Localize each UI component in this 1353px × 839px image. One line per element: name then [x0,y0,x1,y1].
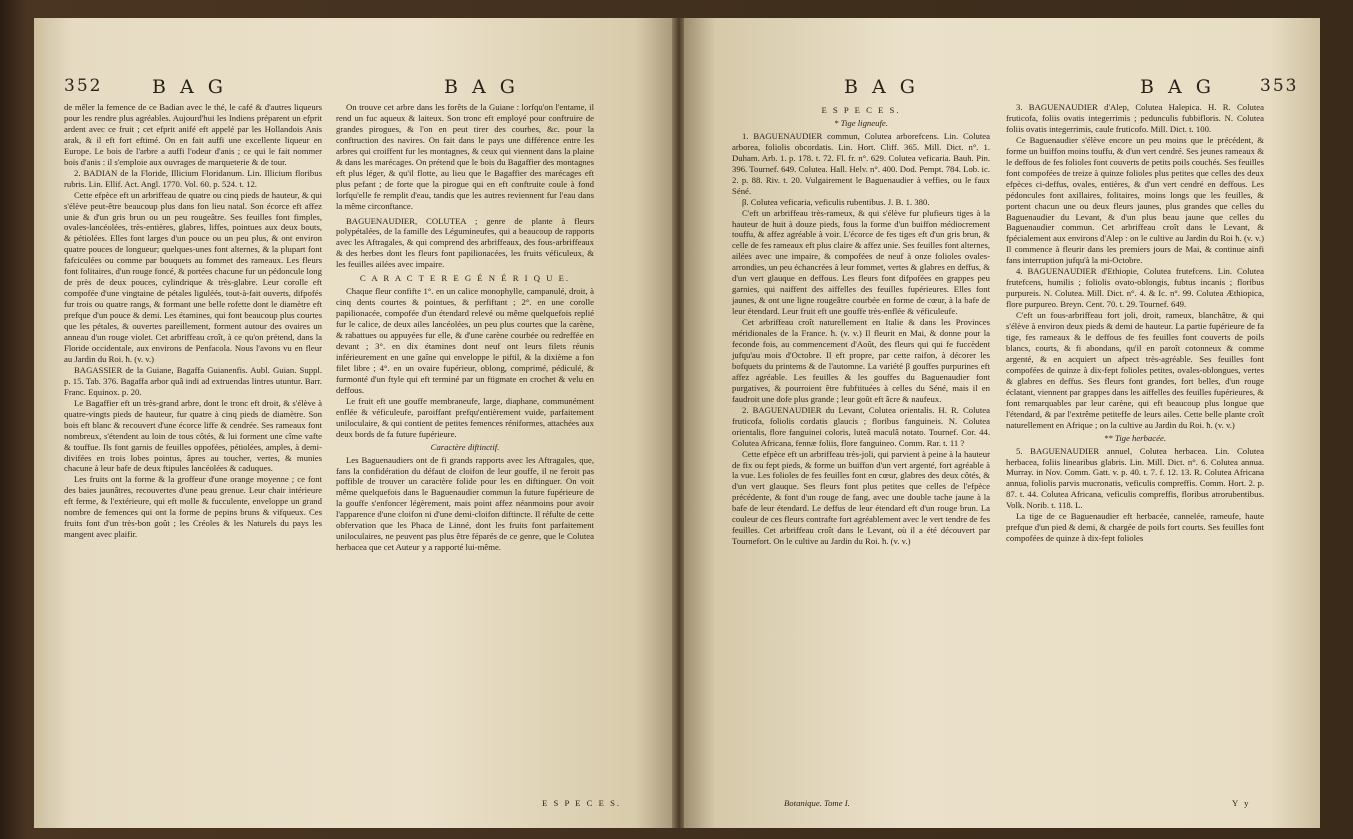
paragraph: 1. BAGUENAUDIER commun, Colutea arborefcens. Lin. Colutea arborea, foliolis obcordatis. Lin. Hort. Cliff. 365. Mill. Dict. n°. 1. Duham. Arb. 1. p. 178. t. 72. Fl. fr. n°. 629. Colutea veficaria. Bauh. Pin. 396. Tournef. 649. Colutea. Hall. Helv. n°. 400. Dod. Pempt. 784. Lob. ic. 2. p. 88. Riv. t. 20. Vulgairement le Baguenaudier à veffies, ou le faux Séné. [732,130,990,196]
page-number-right: 353 [1260,76,1299,96]
left-column-2 [336,102,594,553]
section-heading: E S P E C E S. [821,105,901,115]
paragraph: Cet arbriffeau croît naturellement en Italie & dans les Provinces méridionales de la France. ħ. (v. v.) Il fleurit en Mai, & donne pour la feconde fois, au commencement d'Août, des fleurs qui qui fe fuccèdent jufqu'au mois d'Octobre. Il eft propre, par cette raifon, à décorer les bofquets du printems & de l'automne. La variété β gouffes purpurines eft affez agréable. Les feuilles & les gouffes du Baguenaudier font purgatives, & pourroient être fubftituées à celles du Séné, mais il en faudroit une dofe plus grande ; leur goût eft âcre & naufeux. [732,317,990,404]
paragraph: 2. BADIAN de la Floride, Illicium Floridanum. Lin. Illicium floribus rubris. Lin. Ellif. Act. Angl. 1770. Vol. 60. p. 524. t. 12. [64,167,322,189]
page-number-left: 352 [64,76,103,96]
running-head-right-1: B A G [844,76,919,98]
running-head-right-2: B A G [1140,76,1215,98]
paragraph: β. Colutea veficaria, veficulis rubentibus. J. B. 1. 380. [742,196,930,207]
signature-mark: Botanique. Tome I. [784,798,850,808]
catchword-right: Y y [1232,798,1251,808]
paragraph: C'eft un fous-arbriffeau fort joli, droit, rameux, blanchâtre, & qui s'élève à environ deux pieds & demi de hauteur. La partie fupérieure de fa tige, fes rameaux & le deffous de fes feuilles font couverts de poils blancs, courts, & fi abondans, qu'il en paroît cotonneux & comme argenté, & en acquiert un afpect très-agréable. Ses feuilles font compofées de quinze à dix-fept folioles petites, ovales-oblongues, vertes & glabres en deffus. Ses fleurs font grandes, fort belles, d'un rouge éclatant, viennent par grappes dans les aiffelles des feuilles fupérieures, & font remarquables par leur carène, qui eft beaucoup plus longue que l'étendard, & par l'extrême petiteffe de leurs ailes. Cette belle plante croît naturellement en Afrique ; on la cultive au Jardin du Roi. ħ. (v. v.) [1006,310,1264,430]
right-column-1 [732,102,990,547]
paragraph: La tige de ce Baguenaudier eft herbacée, cannelée, rameufe, haute prefque d'un pied & demi, & chargée de poils fort courts. Ses feuilles font compofées de quinze à dix-fept folioles [1006,511,1264,544]
section-subheading: * Tige ligneufe. [834,117,888,128]
section-heading: C A R A C T E R E G É N É R I Q U E. [359,273,571,284]
running-head-left-2: B A G [444,76,519,98]
paragraph: 3. BAGUENAUDIER d'Alep, Colutea Halepica. H. R. Colutea fruticofa, foliis ovatis integerrimis ; pedunculis fubbifloris. N. Colutea foliis ovatis integerrimis, caule fruticofo. Mill. Dict. t. 100. [1006,102,1264,134]
right-page [684,18,1320,828]
paragraph: 5. BAGUENAUDIER annuel, Colutea herbacea. Lin. Colutea herbacea, foliis linearibus glabris. Lin. Mill. Dict. n°. 6. Colutea annua. Murray. in Nov. Comm. Gatt. v. p. 40. t. 7. f. 12. 13. R. Colutea Africana annua, foliolis parvis mucronatis, veficulis compreffis. Comm. Hort. 2. p. 87. t. 44. Colutea Africana, veficulis compreffis, floribus atrorubentibus. Volk. Norib. t. 118. L. [1006,445,1264,511]
running-head-left-1: B A G [152,76,227,98]
left-column-1 [64,102,322,540]
paragraph: 4. BAGUENAUDIER d'Ethiopie, Colutea frutefcens. Lin. Colutea frutefcens, humilis ; foliolis ovato-oblongis, fubtus incanis ; floribus purpureis. N. Colutea. Mill. Dict. n°. 4. & Ic. n°. 99. Colutea Æthiopica, flore purpureo. Breyn. Cent. 70. t. 29. Tournef. 649. [1006,266,1264,310]
paragraph: On trouve cet arbre dans les forêts de la Guiane : lorfqu'on l'entame, il rend un fuc aqueux & laiteux. Son tronc eft employé pour conftruire de grandes pirogues, & l'on en peut tirer des courbes, &c. pour la conftruction des navires. On fait dans le pays une différence entre les arbres qui croiffent fur les montagnes, & ceux qui viennent dans la plaine & dans les marécages. On prétend que le bois du Bagaffier des montagnes eft plus léger, & qu'il flotte, au lieu que le Bagaffier des marécages eft plus pefant ; de forte que la pirogue qui en eft conftruite coule à fond lorfqu'elle fe remplit d'eau, tandis que les autres reviennent fur l'eau dans la même circonftance. [336,102,594,211]
paragraph: BAGUENAUDIER, COLUTEA ; genre de plante à fleurs polypétalées, de la famille des Légumineufes, qui a beaucoup de rapports avec les Aftragales, & qui comprend des arbriffeaux, des fous-arbriffeaux & des herbes dont les fleurs font papilionacées, les fruits véficuleux, & les feuilles ailées avec impaire. [336,215,594,270]
paragraph: Chaque fleur confifte 1°. en un calice monophylle, campanulé, droit, à cinq dents courtes & pointues, & perfiftant ; 2°. en une corolle papilionacée, compofée d'un étendard relevé ou même quelquefois replié fur le calice, de deux ailes lancéolées, un peu plus courtes que la carène, & rabattues ou appuyées fur elle, & d'une carène courbée ou redreffée en devant ; 3°. en dix étamines dont neuf ont leurs filets réunis inférieurement en une gaîne qui enveloppe le piftil, & la dixième a fon filet libre ; 4°. en un ovaire fupérieur, oblong, comprimé, pédiculé, & furmonté d'un ftyle qui eft terminé par un ftigmate en crochet & velu en deffous. [336,286,594,395]
paragraph: Les fruits ont la forme & la groffeur d'une orange moyenne ; ce font des baies jaunâtres, recouvertes d'une peau grenue. Leur chair intérieure eft ferme, & l'extérieure, qui eft molle & fucculente, enveloppe un grand nombre de femences qui ont la forme de pepins bruns & vifqueux. Ces fruits font d'un très-bon goût ; les Créoles & les Naturels du pays les mangent avec plaifir. [64,474,322,540]
paragraph: Cette efpèce eft un arbriffeau très-joli, qui parvient à peine à la hauteur de fix ou fept pieds, & forme un buiffon d'un vert argenté, fort agréable à la vue. Les folioles de fes feuilles font en cœur, glabres des deux côtés, & d'un vert glauque. Ses fleurs font plus petites que celles de l'efpèce précédente, & font d'un rouge de fang, avec une double tache jaune à la bafe de leur étendard. Le deffus de leur étendard eft d'un rouge brun. La couleur de ces fleurs contrafte fort agréablement avec le vert tendre de fes feuilles. Cet arbriffeau croît dans le Levant, où il a été découvert par Tournefort. On le cultive au Jardin du Roi. ħ. (v. v.) [732,448,990,547]
catchword-left: E S P E C E S. [542,798,622,808]
paragraph: BAGASSIER de la Guiane, Bagaffa Guianenfis. Aubl. Guian. Suppl. p. 15. Tab. 376. Bagaffa arbor quâ indi ad extruendas lintres utuntur. Barr. Franc. Equinox. p. 20. [64,364,322,397]
section-subheading: ** Tige herbacée. [1103,432,1166,443]
paragraph: 2. BAGUENAUDIER du Levant, Colutea orientalis. H. R. Colutea fruticofa, foliolis cordatis glaucis ; floribus fanguineis. N. Colutea orientalis, flore fanguinei coloris, luteâ maculâ notato. Tournef. Cor. 44. Colutea Africana, fennæ foliis, flore fanguineo. Comm. Rar. t. 11 ? [732,404,990,448]
section-subheading: Caractère diftinctif. [430,441,500,452]
left-page [34,18,674,828]
paragraph: Cette efpèce eft un arbriffeau de quatre ou cinq pieds de hauteur, & qui s'élève peut-être beaucoup plus dans fon lieu natal. Son écorce eft affez unie & d'un gris brun ou un peu rougeâtre. Ses feuilles font fimples, ovales-lancéolées, très-entières, glabres, liffes, pointues aux deux bouts, & pétiolées. Elles font larges d'un pouce ou un peu plus, & ont environ quatre pouces de longueur; quelques-unes font alternes, & la plupart font fafciculées ou comme par bouquets au fommet des rameaux. Les fleurs font folitaires, d'un rouge foncé, & portées chacune fur un pédoncule long de près de deux pouces, cylindrique & très-glabre. Leur corolle eft compofée d'une vingtaine de pétales liguléés, tout-à-fait ouverts, difpofés fur trois ou quatre rangs, & formant une belle rofette dont le diamètre eft prefque d'un pouce & demi. Les étamines, qui font beaucoup plus courtes que les pétales, & ouvertes pareillement, forment autour des ovaires un anneau d'un rouge violet. Cet arbriffeau croît, à ce qu'on prétend, dans la Floride occidentale, aux environs de Penfacola. Nous l'avons vu en fleur au Jardin du Roi. ħ. (v. v.) [64,189,322,364]
paragraph: Les Baguenaudiers ont de fi grands rapports avec les Aftragales, que, fans la confidération du défaut de cloifon de leur gouffe, il ne feroit pas poffible de trouver un caractère folide pour les en diftinguer. On voit même quelquefois dans le Baguenaudier commun la future fupérieure de la gouffe s'enfoncer légèrement, mais point affez néanmoins pour avoir l'apparence d'une cloifon ni d'une demi-cloifon diftincte. Il réfulte de cette obfervation que les Phaca de Linné, dont les fruits font parfaitement uniloculaires, ne peuvent pas plus être féparés de ce genre, que le Colutea herbacea que cet Auteur y a rapporté lui-même. [336,454,594,553]
paragraph: Ce Baguenaudier s'élève encore un peu moins que le précédent, & forme un buiffon moins touffu, & d'un vert cendré. Ses jeunes rameaux & le deffous de fes folioles font couverts de petits poils couchés. Ses feuilles font compofées de treize à quinze folioles plus petites que celles des deux efpèces ci-deffus, ovales, entières, & d'un vert cendré en deffous. Les pédoncules font axillaires, folitaires, moins longs que les feuilles, & portent chacun une ou deux fleurs jaunes, plus grandes que celles du Baguenaudier du Levant, & d'un plus beau jaune que celles du Baguenaudier commun. Cet arbriffeau croît dans le Levant, & fpécialement aux environs d'Alep : on le cultive au Jardin du Roi ħ. (v. v.) Il commence à fleurir dans les premiers jours de Mai, & continue ainfi fans interruption jufqu'à la mi-Octobre. [1006,134,1264,266]
paragraph: Le Bagaffier eft un très-grand arbre, dont le tronc eft droit, & s'élève à quatre-vingts pieds de hauteur, fur quatre à cinq pieds de diamètre. Son bois eft blanc & recouvert d'une écorce liffe & cendrée. Ses rameaux font nombreux, s'étendent au loin de tous côtés, & lui forment une cîme vafte & touffue. Ils font garnis de feuilles oppofées, pétiolées, amples, à demi-divifées en trois lobes pointus, âpres au toucher, vertes, & munies chacune à leur bafe de deux ftipules lancéolées & caduques. [64,397,322,474]
paragraph: Le fruit eft une gouffe membraneufe, large, diaphane, communément enflée & véficuleufe, paroiffant prefqu'entièrement vuide, parfaitement uniloculaire, & qui contient de petites femences réniformes, attachées aux deux bords de fa future fupérieure. [336,395,594,439]
paragraph: de mêler la femence de ce Badian avec le thé, le café & d'autres liqueurs pour les rendre plus agréables. Aujourd'hui les Indiens préparent un efprit ardent avec ce fruit ; cet efprit anifé eft appelé par les Hollandois Anis arak, & il eft fort eftimé. On en fait auffi une excellente liqueur en Europe. Le bois de l'arbre a auffi l'odeur d'anis ; ce qui le fait nommer bois d'anis : il s'emploie aux ouvrages de marqueterie & de tour. [64,102,322,167]
paragraph: C'eft un arbriffeau très-rameux, & qui s'élève fur plufieurs tiges à la hauteur de huit à douze pieds, fous la forme d'un buiffon médiocrement touffu, & affez agréable à voir. L'écorce de fes tiges eft d'un gris brun, & celle de fes rameaux eft plus claire & affez unie. Ses feuilles font alternes, ailées avec une impaire, & compofées de neuf à onze folioles ovales-arrondies, un peu échancrées à leur fommet, vertes & glabres en deffus, & d'un vert glauque en deffous. Les fleurs font difpofées en grappes peu garnies, qui naiffent des aiffelles des feuilles fupérieures. Elles font jaunes, & ont une ligne rougeâtre courbée en forme de cœur, à la bafe de leur étendard. Leur fruit eft une gouffe très-enflée & véficuleufe. [732,207,990,317]
right-column-2 [1006,102,1264,544]
